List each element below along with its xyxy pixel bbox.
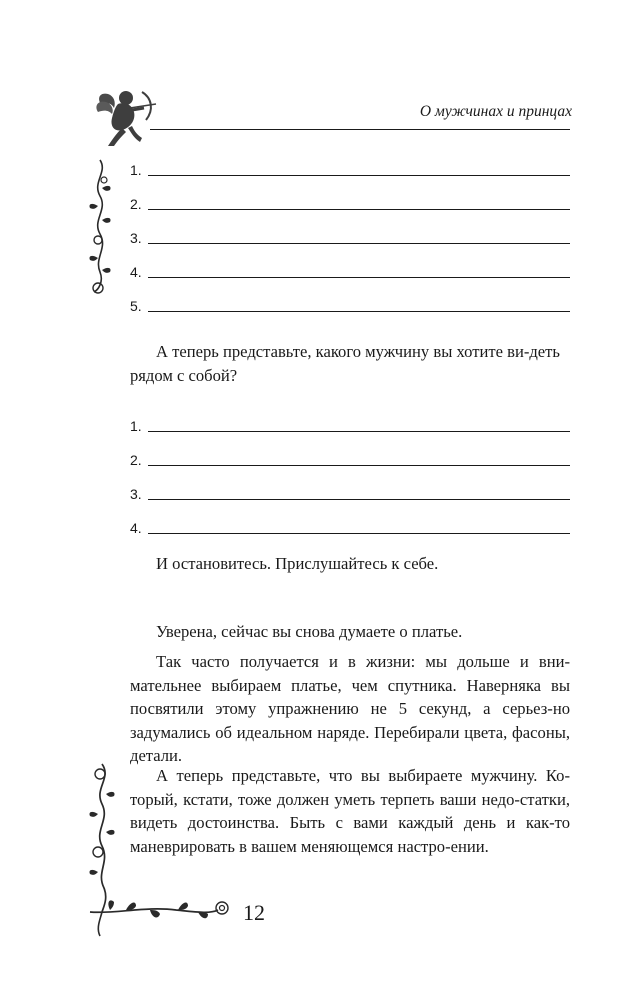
answer-rule (148, 175, 570, 176)
answer-line[interactable] (130, 192, 570, 212)
answer-line[interactable] (130, 158, 570, 178)
item-number: 2. (130, 196, 142, 212)
answer-rule (148, 431, 570, 432)
answer-rule (148, 533, 570, 534)
vine-ornament-icon (86, 158, 116, 298)
answer-line[interactable] (130, 226, 570, 246)
body-paragraph: А теперь представьте, что вы выбираете мужчину. Ко-торый, кстати, тоже должен уметь терпеть ваши недо-статки, видеть достоинства. Быть с вами каждый день и как-то маневрировать в вашем меняющемся настро-ении. (130, 766, 570, 856)
item-number: 4. (130, 520, 142, 536)
answer-line[interactable] (130, 448, 570, 468)
body-paragraph: Так часто получается и в жизни: мы дольше и вни-мательнее выбираем платье, чем спутника. Наверняка вы посвятили этому упражнению не 5 секунд, а серьез-но задумались об идеальном наряде. Перебирали цвета, фасоны, детали. (130, 652, 570, 765)
prompt-paragraph: А теперь представьте, какого мужчину вы хотите ви-деть рядом с собой? (130, 342, 560, 385)
page-number: 12 (243, 900, 265, 925)
answer-rule (148, 277, 570, 278)
answer-rule (148, 209, 570, 210)
header-rule (150, 129, 570, 130)
answer-rule (148, 465, 570, 466)
answer-rule (148, 311, 570, 312)
item-number: 2. (130, 452, 142, 468)
item-number: 3. (130, 486, 142, 502)
item-number: 3. (130, 230, 142, 246)
item-number: 4. (130, 264, 142, 280)
answer-line[interactable] (130, 516, 570, 536)
vine-corner-ornament-icon (86, 760, 236, 940)
answer-rule (148, 243, 570, 244)
answer-line[interactable] (130, 260, 570, 280)
body-paragraph: Уверена, сейчас вы снова думаете о платье. (156, 622, 463, 641)
item-number: 1. (130, 162, 142, 178)
item-number: 5. (130, 298, 142, 314)
answer-line[interactable] (130, 482, 570, 502)
running-head: О мужчинах и принцах (419, 103, 572, 120)
body-paragraph: И остановитесь. Прислушайтесь к себе. (156, 554, 439, 573)
cupid-icon (94, 88, 160, 148)
answer-line[interactable] (130, 414, 570, 434)
answer-line[interactable] (130, 294, 570, 314)
answer-rule (148, 499, 570, 500)
item-number: 1. (130, 418, 142, 434)
